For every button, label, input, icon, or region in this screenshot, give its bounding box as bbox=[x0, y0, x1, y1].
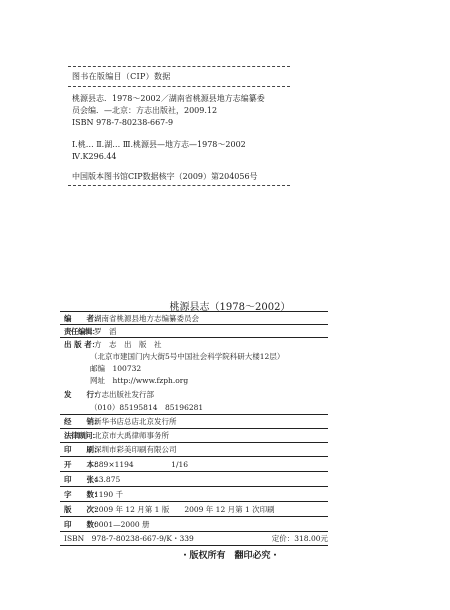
legal-label: 法律顾问： bbox=[64, 431, 99, 440]
title-rule bbox=[60, 311, 328, 312]
row-rule bbox=[60, 471, 328, 472]
distribution-row bbox=[64, 390, 154, 400]
sheets-row bbox=[64, 475, 120, 485]
price-value: 定价：318.00元 bbox=[271, 534, 328, 543]
distribution-label: 发 行： bbox=[64, 390, 102, 399]
responsible-editor-value: 罗 滔 bbox=[94, 327, 117, 336]
row-rule bbox=[60, 516, 328, 517]
distribution-phone: （010）85195814 85196281 bbox=[90, 403, 204, 412]
cip-classification: Ⅳ.K296.44 bbox=[72, 152, 117, 161]
cip-subject: Ⅰ.桃… Ⅱ.湖… Ⅲ.桃源县—地方志—1978～2002 bbox=[72, 140, 246, 149]
publisher-label: 出 版 者： bbox=[64, 340, 100, 349]
copyright-notice: ・版权所有 翻印必究・ bbox=[180, 551, 280, 561]
legal-value: 北京市大禹律师事务所 bbox=[94, 431, 169, 440]
format-label: 开 本： bbox=[64, 460, 102, 469]
copies-row bbox=[64, 520, 150, 530]
edition-value: 2009 年 12 月第 1 版 2009 年 12 月第 1 次印刷 bbox=[94, 505, 275, 514]
cip-line: 桃源县志．1978～2002／湖南省桃源县地方志编纂委 bbox=[72, 94, 265, 103]
publisher-website: 网址 http://www.fzph.org bbox=[90, 376, 189, 385]
format-row bbox=[64, 460, 188, 470]
publisher-address: （北京市建国门内大街5号中国社会科学院科研大楼12层） bbox=[90, 352, 285, 361]
retail-label: 经 销： bbox=[64, 417, 102, 426]
row-rule bbox=[60, 456, 328, 457]
words-label: 字 数： bbox=[64, 490, 102, 499]
cip-top-divider bbox=[68, 66, 290, 67]
publisher-value: 方 志 出 版 社 bbox=[94, 340, 162, 349]
row-rule bbox=[60, 324, 328, 325]
words-row bbox=[64, 490, 123, 500]
row-rule bbox=[60, 442, 328, 443]
distribution-value: 方志出版社发行部 bbox=[94, 390, 154, 399]
cip-heading: 图书在版编目（CIP）数据 bbox=[72, 72, 171, 81]
cip-bottom-divider bbox=[68, 185, 290, 186]
row-rule bbox=[60, 414, 328, 415]
row-rule bbox=[60, 531, 328, 532]
cip-heading-divider bbox=[68, 86, 290, 87]
row-rule bbox=[60, 337, 328, 338]
retail-row bbox=[64, 417, 177, 427]
publisher-row bbox=[64, 340, 162, 350]
row-rule bbox=[60, 486, 328, 487]
responsible-editor-label: 责任编辑： bbox=[64, 327, 99, 336]
cip-isbn: ISBN 978-7-80238-667-9 bbox=[72, 118, 174, 127]
printer-label: 印 刷： bbox=[64, 445, 102, 454]
responsible-editor-row bbox=[64, 327, 117, 337]
printer-value: 深圳市彩美印刷有限公司 bbox=[94, 445, 177, 454]
legal-row bbox=[64, 431, 169, 441]
editor-value: 湖南省桃源县地方志编纂委员会 bbox=[94, 314, 199, 323]
cip-record-number: 中国版本图书馆CIP数据核字（2009）第204056号 bbox=[72, 172, 258, 181]
cip-line: 员会编．—北京：方志出版社，2009.12 bbox=[72, 106, 218, 115]
sheets-label: 印 张： bbox=[64, 475, 102, 484]
row-rule bbox=[60, 428, 328, 429]
editor-row bbox=[64, 314, 199, 324]
words-value: 1190 千 bbox=[94, 490, 123, 499]
isbn-value: ISBN 978-7-80238-667-9/K・339 bbox=[64, 534, 194, 543]
printer-row bbox=[64, 445, 177, 455]
publisher-postcode: 邮编 100732 bbox=[90, 364, 142, 373]
format-value: 889×1194 1/16 bbox=[94, 460, 189, 469]
copies-label: 印 数： bbox=[64, 520, 102, 529]
copies-value: 0001—2000 册 bbox=[94, 520, 150, 529]
book-title: 桃源县志（1978～2002） bbox=[169, 302, 291, 313]
sheets-value: 43.875 bbox=[94, 475, 121, 484]
bottom-rule bbox=[60, 545, 328, 546]
editor-label: 编 者： bbox=[64, 314, 102, 323]
isbn-row bbox=[64, 534, 194, 544]
row-rule bbox=[60, 501, 328, 502]
edition-label: 版 次： bbox=[64, 505, 102, 514]
retail-value: 新华书店总店北京发行所 bbox=[94, 417, 177, 426]
edition-row bbox=[64, 505, 275, 515]
